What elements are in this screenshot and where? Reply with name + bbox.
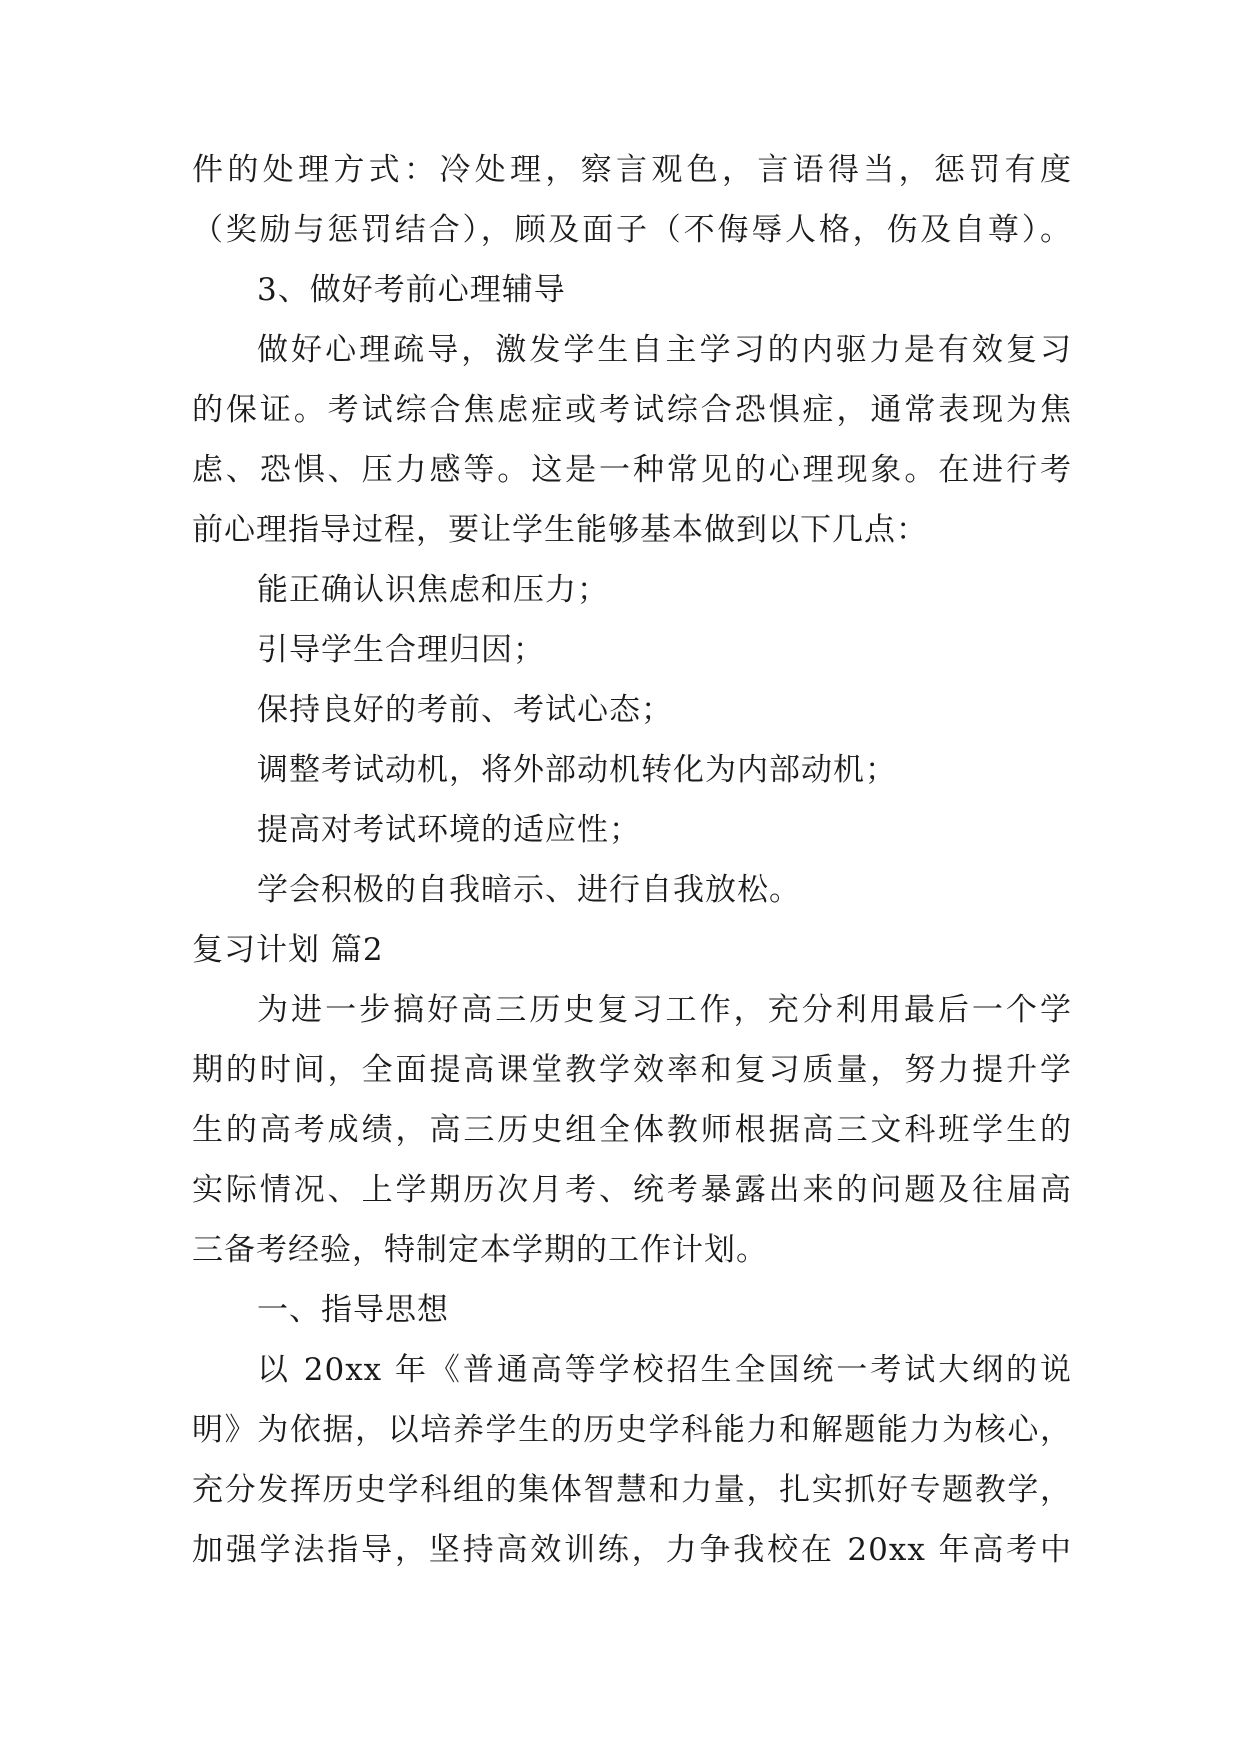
text-line: 充分发挥历史学科组的集体智慧和力量，扎实抓好专题教学， [192,1472,1072,1508]
text-line: 前心理指导过程，要让学生能够基本做到以下几点： [192,512,928,548]
text-line: 的保证。考试综合焦虑症或考试综合恐惧症，通常表现为焦 [192,392,1072,428]
text-line: 明》为依据，以培养学生的历史学科能力和解题能力为核心， [192,1412,1072,1448]
text-line: 期的时间，全面提高课堂教学效率和复习质量，努力提升学 [192,1052,1072,1088]
text-line: 生的高考成绩，高三历史组全体教师根据高三文科班学生的 [192,1112,1072,1148]
text-line: 实际情况、上学期历次月考、统考暴露出来的问题及往届高 [192,1172,1072,1208]
text-line: 三备考经验，特制定本学期的工作计划。 [192,1232,768,1268]
text-line: 以 20xx 年《普通高等学校招生全国统一考试大纲的说 [257,1352,1072,1388]
text-line: 为进一步搞好高三历史复习工作，充分利用最后一个学 [257,992,1072,1028]
list-item: 引导学生合理归因； [257,632,545,668]
chapter-heading: 复习计划 篇2 [192,932,384,968]
text-line: （奖励与惩罚结合），顾及面子（不侮辱人格，伤及自尊）。 [192,212,1072,248]
text-line: 件的处理方式：冷处理，察言观色，言语得当，惩罚有度 [192,152,1072,188]
list-item: 提高对考试环境的适应性； [257,812,641,848]
text-line: 虑、恐惧、压力感等。这是一种常见的心理现象。在进行考 [192,452,1072,488]
list-item: 学会积极的自我暗示、进行自我放松。 [257,872,801,908]
text-line: 做好心理疏导，激发学生自主学习的内驱力是有效复习 [257,332,1072,368]
list-item: 调整考试动机，将外部动机转化为内部动机； [257,752,897,788]
section-heading: 一、指导思想 [257,1292,449,1328]
list-item: 保持良好的考前、考试心态； [257,692,673,728]
text-line: 加强学法指导，坚持高效训练，力争我校在 20xx 年高考中 [192,1532,1072,1568]
list-item: 能正确认识焦虑和压力； [257,572,609,608]
section-heading: 3、做好考前心理辅导 [257,272,566,308]
